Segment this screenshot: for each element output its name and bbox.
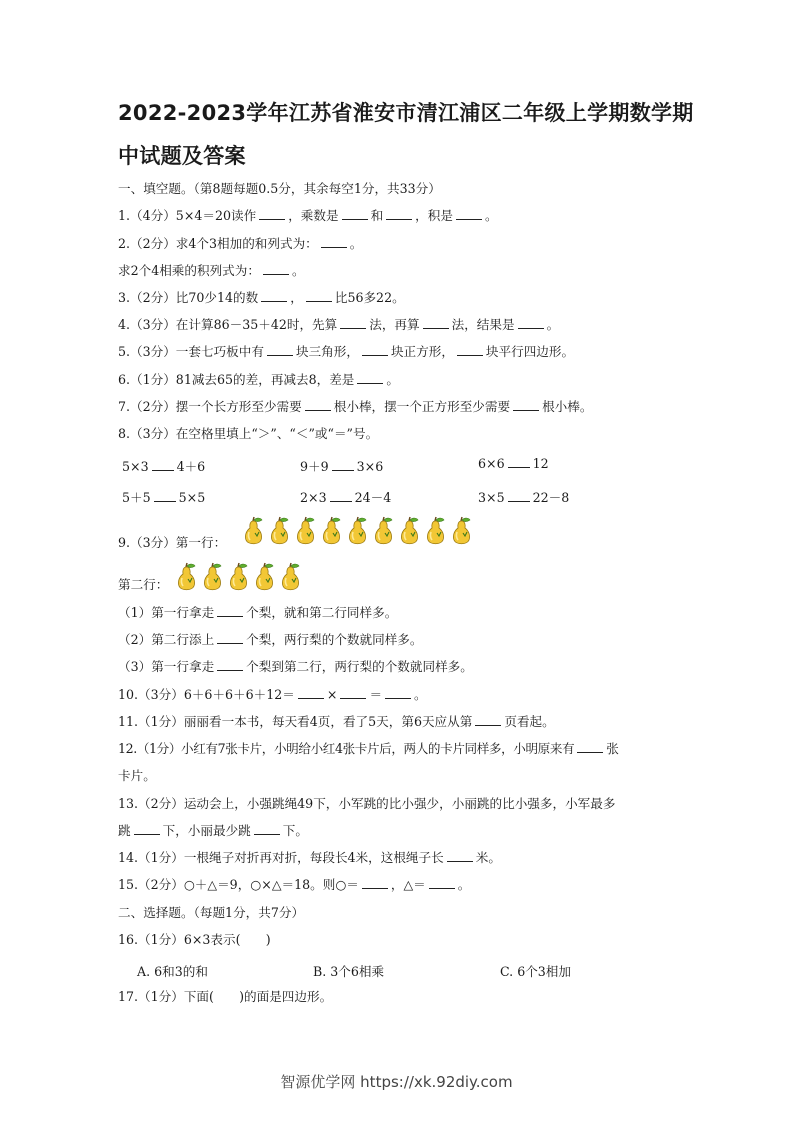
compare-item: 9＋9 3×6	[300, 459, 384, 474]
answer-blank[interactable]	[357, 372, 383, 384]
question-12: 12.（1分）小红有7张卡片，小明给小红4张卡片后，两人的卡片同样多，小明原来有 张	[118, 741, 619, 756]
answer-blank[interactable]	[386, 208, 412, 220]
answer-blank[interactable]	[305, 399, 331, 411]
compare-item: 5×3 4＋6	[122, 459, 206, 474]
pear-icon	[293, 515, 318, 547]
compare-blank[interactable]	[508, 490, 530, 502]
compare-item: 3×5 22－8	[478, 490, 570, 505]
answer-blank[interactable]	[267, 344, 293, 356]
question-7: 7.（2分）摆一个长方形至少需要 根小棒，摆一个正方形至少需要 根小棒。	[118, 399, 593, 414]
compare-item: 6×6 12	[478, 456, 549, 471]
answer-blank[interactable]	[456, 208, 482, 220]
answer-blank[interactable]	[429, 877, 455, 889]
question-9-sub-1: （1）第一行拿走 个梨，就和第二行同样多。	[118, 605, 398, 620]
answer-blank[interactable]	[475, 714, 501, 726]
answer-blank[interactable]	[457, 344, 483, 356]
pear-row-1	[241, 515, 474, 549]
question-9-sub-3: （3）第一行拿走 个梨到第二行，两行梨的个数就同样多。	[118, 659, 473, 674]
question-4: 4.（3分）在计算86－35＋42时，先算 法，再算 法，结果是 。	[118, 317, 560, 332]
answer-blank[interactable]	[340, 317, 366, 329]
answer-blank[interactable]	[306, 290, 332, 302]
question-13: 13.（2分）运动会上，小强跳绳49下，小军跳的比小强少，小丽跳的比小强多，小军最多	[118, 796, 616, 811]
answer-blank[interactable]	[513, 399, 539, 411]
answer-blank[interactable]	[362, 877, 388, 889]
question-13-continued: 跳 下，小丽最少跳 下。	[118, 823, 308, 838]
pear-icon	[267, 515, 292, 547]
pear-icon	[371, 515, 396, 547]
pear-icon	[174, 561, 199, 593]
answer-blank[interactable]	[385, 687, 411, 699]
question-10: 10.（3分）6＋6＋6＋6＋12＝ × ＝ 。	[118, 687, 427, 702]
question-12-continued: 卡片。	[118, 768, 156, 783]
answer-blank[interactable]	[340, 687, 366, 699]
question-1: 1.（4分）5×4＝20读作 ，乘数是 和 ，积是 。	[118, 208, 498, 223]
answer-blank[interactable]	[321, 236, 347, 248]
pear-icon	[252, 561, 277, 593]
answer-blank[interactable]	[447, 850, 473, 862]
answer-blank[interactable]	[217, 659, 243, 671]
answer-blank[interactable]	[134, 823, 160, 835]
answer-blank[interactable]	[298, 687, 324, 699]
question-2-part-b: 求2个4相乘的积列式为： 。	[118, 263, 305, 278]
question-15: 15.（2分）○＋△＝9，○×△＝18。则○＝ ，△＝ 。	[118, 877, 471, 892]
pear-icon	[397, 515, 422, 547]
question-2: 2.（2分）求4个3相加的和列式为： 。	[118, 236, 363, 251]
question-9: 9.（3分）第一行：	[118, 535, 227, 550]
compare-blank[interactable]	[332, 459, 354, 471]
footer-watermark: 智源优学网 https://xk.92diy.com	[280, 1073, 513, 1091]
answer-blank[interactable]	[254, 823, 280, 835]
answer-blank[interactable]	[263, 263, 289, 275]
pear-icon	[345, 515, 370, 547]
answer-blank[interactable]	[342, 208, 368, 220]
question-5: 5.（3分）一套七巧板中有 块三角形， 块正方形， 块平行四边形。	[118, 344, 575, 359]
pear-icon	[200, 561, 225, 593]
pear-icon	[226, 561, 251, 593]
question-8: 8.（3分）在空格里填上“＞”、“＜”或“＝”号。	[118, 426, 379, 441]
pear-icon	[449, 515, 474, 547]
question-9-sub-2: （2）第二行添上 个梨，两行梨的个数就同样多。	[118, 632, 423, 647]
compare-item: 2×3 24－4	[300, 490, 392, 505]
question-16: 16.（1分）6×3表示( )	[118, 932, 271, 947]
page-title-continued: 中试题及答案	[118, 144, 246, 168]
compare-blank[interactable]	[330, 490, 352, 502]
answer-blank[interactable]	[423, 317, 449, 329]
question-3: 3.（2分）比70少14的数 ， 比56多22。	[118, 290, 405, 305]
compare-item: 5＋5 5×5	[122, 490, 206, 505]
answer-blank[interactable]	[518, 317, 544, 329]
option-c[interactable]: C. 6个3相加	[500, 964, 571, 979]
question-9-row-2-label: 第二行：	[118, 577, 169, 592]
section-heading-fill: 一、填空题。（第8题每题0.5分，其余每空1分，共33分）	[118, 181, 441, 196]
pear-icon	[278, 561, 303, 593]
option-a[interactable]: A. 6和3的和	[137, 964, 208, 979]
question-17: 17.（1分）下面( )的面是四边形。	[118, 989, 333, 1004]
pear-icon	[241, 515, 266, 547]
pear-icon	[319, 515, 344, 547]
question-6: 6.（1分）81减去65的差，再减去8，差是 。	[118, 372, 399, 387]
section-heading-choice: 二、选择题。（每题1分，共7分）	[118, 905, 305, 920]
answer-blank[interactable]	[259, 208, 285, 220]
compare-blank[interactable]	[508, 456, 530, 468]
compare-blank[interactable]	[152, 459, 174, 471]
answer-blank[interactable]	[217, 605, 243, 617]
pear-row-2	[174, 561, 303, 595]
answer-blank[interactable]	[261, 290, 287, 302]
question-14: 14.（1分）一根绳子对折再对折，每段长4米，这根绳子长 米。	[118, 850, 501, 865]
answer-blank[interactable]	[362, 344, 388, 356]
page-title: 2022-2023学年江苏省淮安市清江浦区二年级上学期数学期	[118, 101, 694, 125]
compare-blank[interactable]	[154, 490, 176, 502]
answer-blank[interactable]	[217, 632, 243, 644]
question-11: 11.（1分）丽丽看一本书，每天看4页，看了5天，第6天应从第 页看起。	[118, 714, 555, 729]
option-b[interactable]: B. 3个6相乘	[313, 964, 385, 979]
answer-blank[interactable]	[577, 741, 603, 753]
pear-icon	[423, 515, 448, 547]
